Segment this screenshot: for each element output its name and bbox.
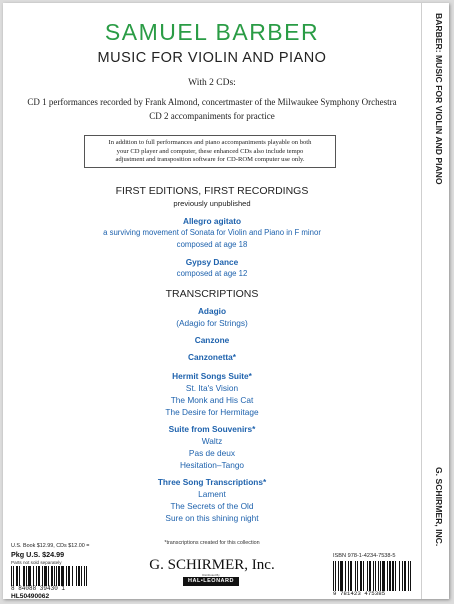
package-price: Pkg U.S. $24.99 <box>11 550 65 559</box>
publisher-name: G. SCHIRMER, Inc. <box>149 557 275 573</box>
piece-title: Canzone <box>194 335 230 345</box>
piece-title: Canzonetta* <box>188 352 236 362</box>
notice-line: your CD player and computer, these enhanced CDs also include tempo <box>116 147 304 155</box>
transcriptions-heading: TRANSCRIPTIONS <box>165 288 259 300</box>
notice-line: In addition to full performances and piano accompaniments playable on both <box>108 139 312 146</box>
upc-barcode <box>11 566 125 586</box>
notice-line: adjustment and transposition software for CD-ROM computer use only. <box>115 156 305 163</box>
movement: The Monk and His Cat <box>170 395 254 405</box>
composer-name: SAMUEL BARBER <box>104 19 320 45</box>
movement: Sure on this shining night <box>165 513 259 523</box>
piece-title: Allegro agitato <box>182 216 242 226</box>
hal-leonard-logo: HAL•LEONARD <box>183 577 239 586</box>
isbn-number: 9 781423 475385 <box>333 590 386 597</box>
spine-publisher: G. SCHIRMER, INC. <box>434 467 444 547</box>
cd2-description: CD 2 accompaniments for practice <box>149 111 275 121</box>
cd1-description: CD 1 performances recorded by Frank Almond, concertmaster of the Milwaukee Symphony Orchestra <box>27 97 397 107</box>
piece-note: composed at age 12 <box>176 269 248 278</box>
piece-note: composed at age 18 <box>176 240 248 249</box>
distributed-by-label: Distributed By <box>202 573 220 577</box>
isbn-barcode <box>333 561 421 591</box>
cds-heading: With 2 CDs: <box>188 78 236 88</box>
movement: Waltz <box>201 436 223 446</box>
piece-title: Adagio <box>197 306 227 316</box>
movement: Hesitation–Tango <box>179 460 245 470</box>
first-editions-heading: FIRST EDITIONS, FIRST RECORDINGS <box>115 185 309 197</box>
price-breakdown: U.S. Book $12.99, CDs $12.00 = <box>11 543 90 549</box>
piece-title: Suite from Souvenirs* <box>168 424 256 434</box>
movement: The Desire for Hermitage <box>165 407 259 417</box>
first-editions-subheading: previously unpublished <box>173 199 251 208</box>
movement: Pas de deux <box>188 448 236 458</box>
piece-title: Gypsy Dance <box>185 257 239 267</box>
barcode-bar <box>410 561 411 591</box>
parts-note: Parts not sold separately <box>11 560 62 565</box>
piece-note: (Adagio for Strings) <box>176 318 248 328</box>
upc-number: 8 84088 39430 1 <box>11 585 66 592</box>
product-code: HL50490062 <box>11 593 50 600</box>
movement: Lament <box>198 489 226 499</box>
movement: St. Ita's Vision <box>185 383 239 393</box>
spine <box>423 3 449 599</box>
footnote: *transcriptions created for this collection <box>164 540 260 546</box>
piece-title: Three Song Transcriptions* <box>157 477 267 487</box>
enhanced-cd-notice <box>84 135 336 168</box>
back-cover <box>3 3 449 599</box>
piece-note: a surviving movement of Sonata for Violin and Piano in F minor <box>103 228 321 237</box>
isbn-label: ISBN 978-1-4234-7538-5 <box>333 553 396 559</box>
barcode-bar <box>87 566 88 586</box>
spine-title: BARBER: MUSIC FOR VIOLIN AND PIANO <box>434 13 444 185</box>
movement: The Secrets of the Old <box>170 501 254 511</box>
price-block <box>11 543 125 600</box>
spine-divider <box>421 3 422 599</box>
isbn-block <box>333 553 421 597</box>
piece-title: Hermit Songs Suite* <box>172 371 252 381</box>
work-title: MUSIC FOR VIOLIN AND PIANO <box>97 50 327 66</box>
